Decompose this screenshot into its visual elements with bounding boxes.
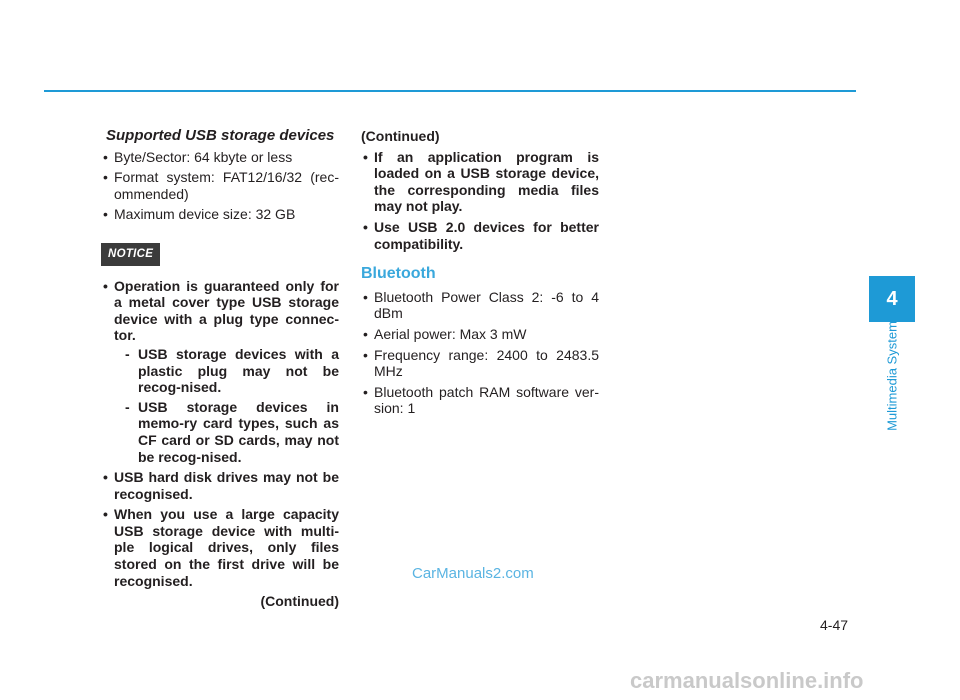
usb-spec-list xyxy=(101,149,339,223)
notice-sub-item: - USB storage devices in memo-ry card types, such as CF card or SD cards, may not be recog-nised. xyxy=(114,399,339,465)
left-column xyxy=(101,128,339,610)
notice-item: • USB hard disk drives may not be recognised. xyxy=(101,469,339,502)
notice-sub-item: - USB storage devices with a plastic plug may not be recog-nised. xyxy=(114,346,339,396)
bluetooth-spec-item: • Aerial power: Max 3 mW xyxy=(361,326,599,343)
usb-spec-item: • Maximum device size: 32 GB xyxy=(101,206,339,223)
watermark-carmanuals2: CarManuals2.com xyxy=(412,565,534,582)
notice-item-text: Operation is guaranteed only for a metal cover type USB storage device with a plug type connec-tor. xyxy=(114,277,339,344)
right-column xyxy=(361,128,599,421)
bluetooth-spec-item: • Frequency range: 2400 to 2483.5 MHz xyxy=(361,347,599,380)
bluetooth-spec-item: • Bluetooth patch RAM software ver-sion: 1 xyxy=(361,384,599,417)
chapter-number-tab: 4 xyxy=(869,276,915,322)
continued-label: (Continued) xyxy=(260,593,339,610)
top-rule xyxy=(44,90,856,92)
notice-item xyxy=(101,278,339,466)
notice-item: • When you use a large capacity USB storage device with multi-ple logical drives, only files stored on the first drive will be recognised. xyxy=(101,506,339,589)
notice-badge: NOTICE xyxy=(101,243,160,266)
continued-item: • If an application program is loaded on a USB storage device, the corresponding media files may not play. xyxy=(361,149,599,215)
watermark-carmanualsonline: carmanualsonline.info xyxy=(630,668,864,693)
continued-item: • Use USB 2.0 devices for better compatibility. xyxy=(361,219,599,252)
bluetooth-heading: Bluetooth xyxy=(361,265,436,283)
chapter-label: Multimedia System xyxy=(884,321,900,431)
notice-list xyxy=(101,278,339,590)
notice-sub-list xyxy=(114,346,339,465)
usb-spec-item: • Byte/Sector: 64 kbyte or less xyxy=(101,149,339,166)
page-number: 4-47 xyxy=(820,617,849,633)
usb-spec-item: • Format system: FAT12/16/32 (rec-ommended) xyxy=(101,169,339,202)
continued-list xyxy=(361,149,599,253)
continued-heading: (Continued) xyxy=(361,128,440,144)
bluetooth-spec-list xyxy=(361,289,599,417)
usb-section-title: Supported USB storage devices xyxy=(106,127,335,144)
bluetooth-spec-item: • Bluetooth Power Class 2: -6 to 4 dBm xyxy=(361,289,599,322)
